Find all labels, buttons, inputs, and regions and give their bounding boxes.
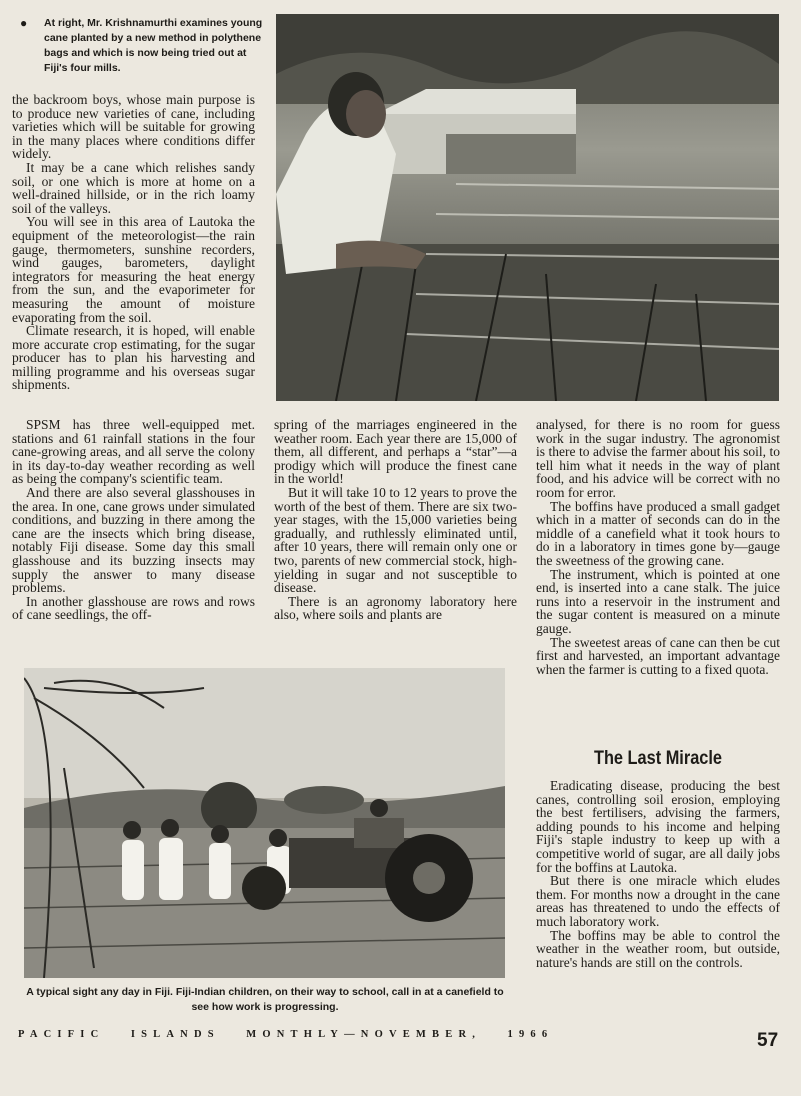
paragraph: The boffins may be able to control the weather in the weather room, but outside, nature's hands are still on the controls. bbox=[536, 927, 780, 970]
paragraph: spring of the marriages engineered in the weather room. Each year there are 15,000 of them, all different, and perhaps a “star”—a prodigy which will produce the finest cane in the world! bbox=[274, 417, 517, 487]
canefield-tractor-photo bbox=[24, 668, 505, 978]
paragraph: the backroom boys, whose main purpose is to produce new varieties of cane, including varieties which will be suitable for growing in the many places where conditions differ widely. bbox=[12, 92, 255, 162]
cane-nursery-photo bbox=[276, 14, 779, 401]
top-photo-caption bbox=[20, 16, 268, 76]
paragraph: Eradicating disease, producing the best canes, controlling soil erosion, employing the best fertilisers, advising the farmers, adding pounds to his income and helping Fiji's staple industry to keep up with a competitive world of sugar, are all daily jobs for the boffins at Lautoka. bbox=[536, 778, 780, 875]
paragraph: But it will take 10 to 12 years to prove the worth of the best of them. There are six two-year stages, with the 15,000 varieties being gradually, and ruthlessly eliminated until, after 10 years, there will remain only one or two, parents of new commercial stock, high-yielding in sugar and not susceptible to disease. bbox=[274, 484, 517, 596]
column-3-top bbox=[536, 418, 780, 676]
paragraph: And there are also several glasshouses in the area. In one, cane grows under simulated conditions, and buzzing in there among the cane are the insects which bring disease, notably Fiji disease. Some day this small glasshouse and its buzzing insects may supply the answer to many disease problems. bbox=[12, 484, 255, 596]
column-1-top bbox=[12, 93, 255, 392]
paragraph: But there is one miracle which eludes them. For months now a drought in the cane areas has threatened to undo the effects of much laboratory work. bbox=[536, 873, 780, 929]
cane-nursery-illustration bbox=[276, 14, 779, 401]
bullet-icon: ● bbox=[20, 16, 28, 30]
column-1-bottom bbox=[12, 418, 255, 622]
paragraph: The sweetest areas of cane can then be cut first and harvested, an important advantage when the farmer is cutting to a fixed quota. bbox=[536, 634, 780, 677]
canefield-tractor-illustration bbox=[24, 668, 505, 978]
paragraph: In another glasshouse are rows and rows of cane seedlings, the off- bbox=[12, 593, 255, 623]
column-2 bbox=[274, 418, 517, 622]
paragraph: Climate research, it is hoped, will enable more accurate crop estimating, for the sugar producer has to plan his harvesting and milling programme and his overseas sugar shipments. bbox=[12, 323, 255, 393]
section-heading: The Last Miracle bbox=[593, 748, 723, 769]
top-caption-text: At right, Mr. Krishnamurthi examines young cane planted by a new method in polythene bags and which is now being tried out at Fiji's four mills. bbox=[44, 17, 263, 74]
paragraph: The boffins have produced a small gadget which in a matter of seconds can do in the middle of a canefield what it took hours to do in a laboratory in times gone by—gauge the sweetness of the growing cane. bbox=[536, 498, 780, 568]
column-3-bottom bbox=[536, 779, 780, 969]
paragraph: It may be a cane which relishes sandy soil, or one which is more at home on a well-drained hillside, or in the rich loamy soil of the valleys. bbox=[12, 159, 255, 216]
footer-masthead: PACIFIC ISLANDS MONTHLY—NOVEMBER, 1966 bbox=[18, 1029, 554, 1040]
paragraph: You will see in this area of Lautoka the equipment of the meteorologist—the rain gauge, thermometers, sunshine recorders, wind gauges, barometers, daylight integrators for measuring the heat energy from the sun, and the evaporimeter for measuring the amount of moisture evaporating from the soil. bbox=[12, 214, 255, 325]
paragraph: SPSM has three well-equipped met. stations and 61 rainfall stations in the four cane-growing areas, and all serve the colony in its day-to-day weather recording as well as being the company's scientific team. bbox=[12, 417, 255, 487]
paragraph: analysed, for there is no room for guess work in the sugar industry. The agronomist is there to advise the farmer about his soil, to tell him what it needs in the way of plant food, and his advice will be correct with no room for error. bbox=[536, 417, 780, 500]
paragraph: The instrument, which is pointed at one end, is inserted into a cane stalk. The juice runs into a reservoir in the instrument and the sugar content is measured on a minute gauge. bbox=[536, 566, 780, 636]
paragraph: There is an agronomy laboratory here also, where soils and plants are bbox=[274, 593, 517, 623]
bottom-photo-caption: A typical sight any day in Fiji. Fiji-Indian children, on their way to school, call in at a canefield to see how work is progressing. bbox=[26, 986, 504, 1013]
page-number: 57 bbox=[757, 1030, 779, 1051]
